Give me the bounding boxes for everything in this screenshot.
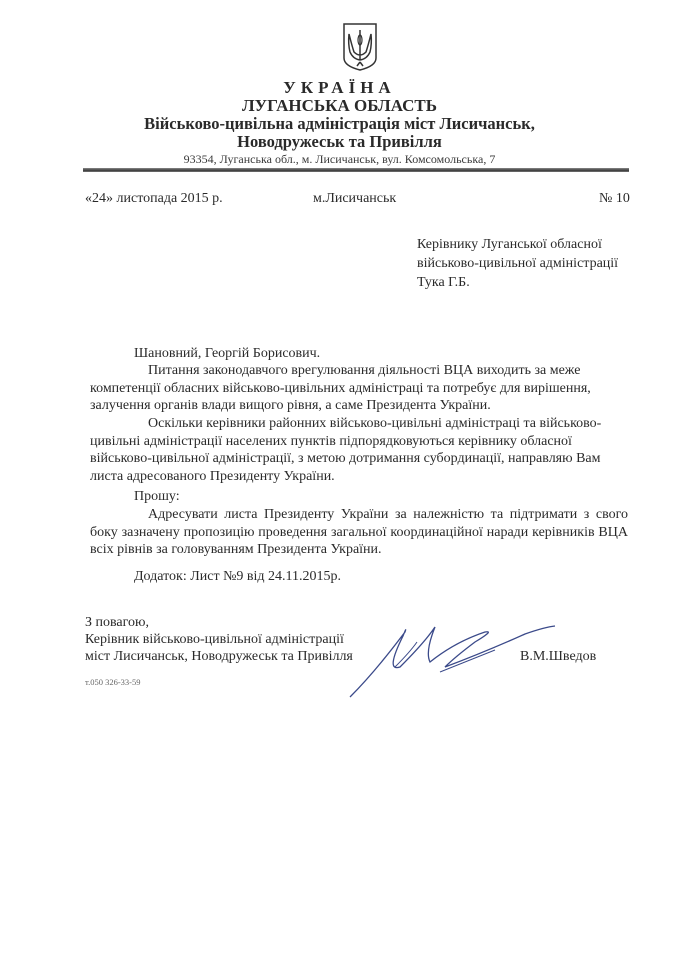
letterhead-administration-line1: Військово-цивільна адміністрація міст Лисичанськ, <box>144 114 535 133</box>
body-paragraph-1: Питання законодавчого врегулювання діяльності ВЦА виходить за меже компетенції обласних військово-цивільних адміністраці та потребує для вирішення, залучення органів влади вищого рівня, а саме Президента України. <box>90 363 591 413</box>
letter-city: м.Лисичанськ <box>313 191 397 206</box>
signer-title-line1: Керівник військово-цивільної адміністрації <box>85 632 344 647</box>
body-paragraph-2: Оскільки керівники районних військово-цивільні адміністраці та військово-цивільні адміністрації населених пунктів підпорядковуються керівнику обласної військово-цивільної адміністрації, з метою дотримання субординації, направляю Вам листа адресованого Президенту України. <box>90 416 602 484</box>
signer-name: В.М.Шведов <box>520 649 597 664</box>
letter-date: «24» листопада 2015 р. <box>85 191 223 206</box>
letterhead-divider <box>83 168 629 172</box>
trident-coat-of-arms-icon <box>342 22 378 72</box>
request-text: Адресувати листа Президенту України за належністю та підтримати з свого боку зазначену пропозицію проведення загальної координаційної наради керівників ВЦА всіх рівнів за головуванням Президента України. <box>90 507 628 557</box>
letterhead-country: УКРАЇНА <box>283 78 396 97</box>
signer-title-line2: міст Лисичанськ, Новодружеськ та Привілля <box>85 649 353 664</box>
letterhead-administration-line2: Новодружеськ та Привілля <box>237 132 442 151</box>
recipient-line3: Тука Г.Б. <box>417 275 470 290</box>
recipient-line1: Керівнику Луганської обласної <box>417 237 602 252</box>
letterhead-region: ЛУГАНСЬКА ОБЛАСТЬ <box>242 96 437 115</box>
closing-regards: З повагою, <box>85 615 149 630</box>
letterhead-address: 93354, Луганська обл., м. Лисичанськ, вул. Комсомольська, 7 <box>183 152 496 166</box>
attachment-note: Додаток: Лист №9 від 24.11.2015р. <box>134 569 342 584</box>
salutation: Шановний, Георгій Борисович. <box>134 346 321 361</box>
contact-phone: т.050 326-33-59 <box>85 677 141 687</box>
recipient-line2: військово-цивільної адміністрації <box>417 256 619 271</box>
letter-number: № 10 <box>599 191 630 206</box>
request-label: Прошу: <box>134 489 180 504</box>
